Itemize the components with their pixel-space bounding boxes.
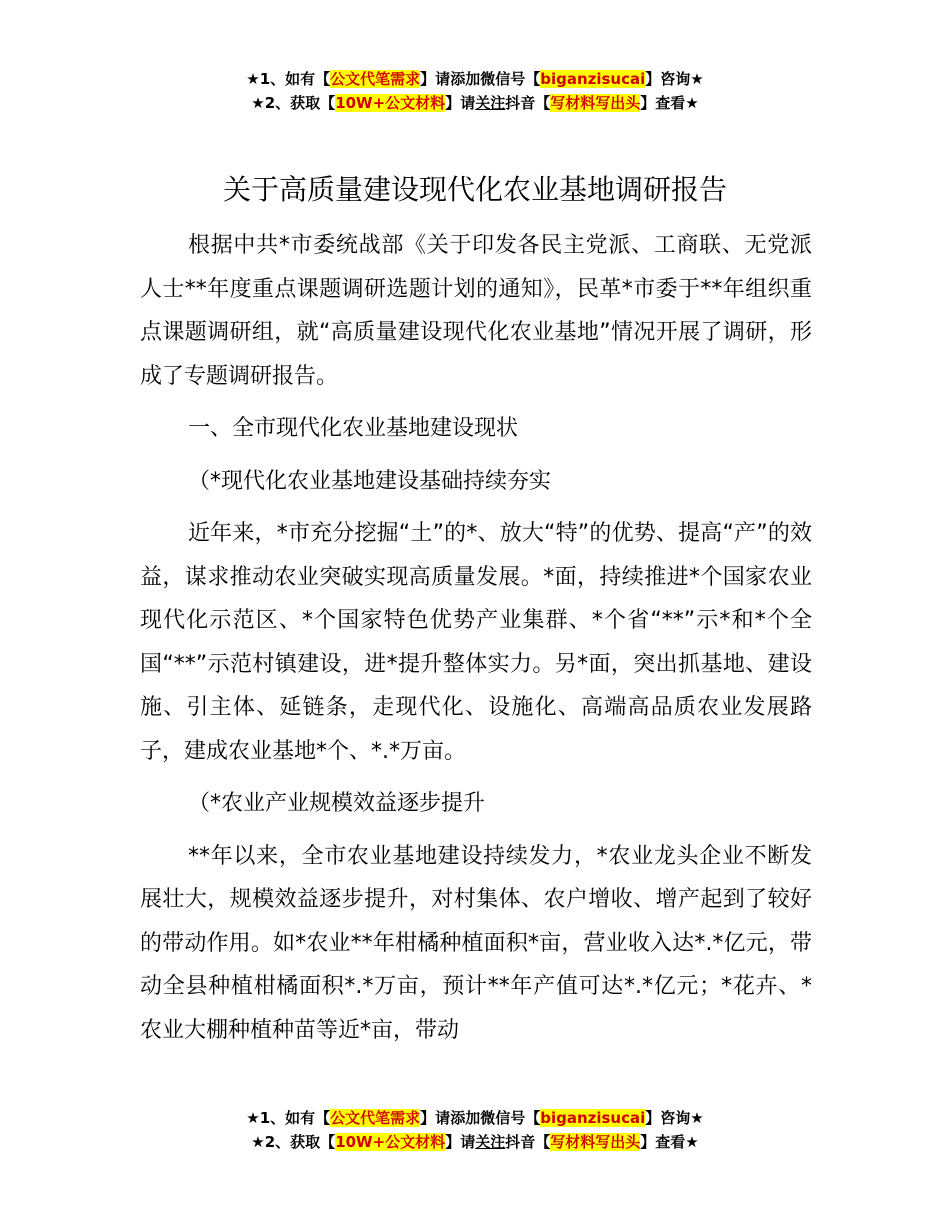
banner-text: 】请 (445, 1133, 476, 1151)
top-ad-banner (0, 67, 950, 115)
banner-text-emphasis: 添加 (450, 1109, 481, 1127)
banner-text: ★2、获取【 (251, 94, 336, 112)
banner-text: 】查看★ (640, 1133, 699, 1151)
banner-text: 】咨询★ (645, 70, 704, 88)
banner-highlight: 10W+公文材料 (335, 1133, 446, 1151)
banner-line-2 (0, 1130, 950, 1154)
banner-text: 微信号【 (480, 70, 541, 88)
banner-text-underlined: 关注 (475, 1133, 506, 1151)
paragraph: 近年来，*市充分挖掘“土”的*、放大“特”的优势、提高“产”的效益，谋求推动农业突破实现高质量发展。*面，持续推进*个国家农业现代化示范区、*个国家特色优势产业集群、*个省“**”示*和*个全国“**”示范村镇建设，进*提升整体实力。另*面，突出抓基地、建设施、引主体、延链条，走现代化、设施化、高端高品质农业发展路子，建成农业基地*个、*.*万亩。 (140, 521, 812, 764)
banner-text: ★1、如有【 (246, 70, 331, 88)
subsection-heading: （*现代化农业基地建设基础持续夯实 (188, 468, 552, 494)
subsection-heading: （*农业产业规模效益逐步提升 (188, 791, 486, 816)
banner-text: ★2、获取【 (251, 1133, 336, 1151)
paragraph-intro: 根据中共*市委统战部《关于印发各民主党派、工商联、无党派人士**年度重点课题调研选题计划的通知》，民革*市委于**年组织重点课题调研组，就“高质量建设现代化农业基地”情况开展了调研，形成了专题调研报告。 (140, 233, 812, 389)
banner-text-emphasis: 添加 (450, 70, 481, 88)
banner-wechat-id: biganzisucai (540, 70, 646, 88)
banner-text: 抖音【 (505, 94, 551, 112)
banner-text: ★1、如有【 (246, 1109, 331, 1127)
banner-highlight: 10W+公文材料 (335, 94, 446, 112)
banner-douyin-id: 写材料写出头 (550, 94, 641, 112)
banner-text: 】请 (420, 1109, 451, 1127)
document-title: 关于高质量建设现代化农业基地调研报告 (222, 173, 727, 206)
banner-wechat-id: biganzisucai (540, 1109, 646, 1127)
banner-text: 】请 (445, 94, 476, 112)
banner-text: 】查看★ (640, 94, 699, 112)
banner-text: 】咨询★ (645, 1109, 704, 1127)
banner-text-underlined: 关注 (475, 94, 506, 112)
banner-text: 】请 (420, 70, 451, 88)
banner-highlight: 公文代笔需求 (330, 1109, 421, 1127)
banner-highlight: 公文代笔需求 (330, 70, 421, 88)
banner-douyin-id: 写材料写出头 (550, 1133, 641, 1151)
banner-text: 微信号【 (480, 1109, 541, 1127)
banner-line-1 (0, 1106, 950, 1130)
banner-line-1 (0, 67, 950, 91)
bottom-ad-banner (0, 1106, 950, 1154)
banner-line-2 (0, 91, 950, 115)
banner-text: 抖音【 (505, 1133, 551, 1151)
document-body (140, 224, 812, 1052)
section-heading: 一、全市现代化农业基地建设现状 (188, 416, 519, 441)
paragraph: **年以来，全市农业基地建设持续发力，*农业龙头企业不断发展壮大，规模效益逐步提升，对村集体、农户增收、增产起到了较好的带动作用。如*农业**年柑橘种植面积*亩，营业收入达*.*亿元，带动全县种植柑橘面积*.*万亩，预计**年产值可达*.*亿元；*花卉、*农业大棚种植种苗等近*亩，带动 (140, 843, 812, 1043)
